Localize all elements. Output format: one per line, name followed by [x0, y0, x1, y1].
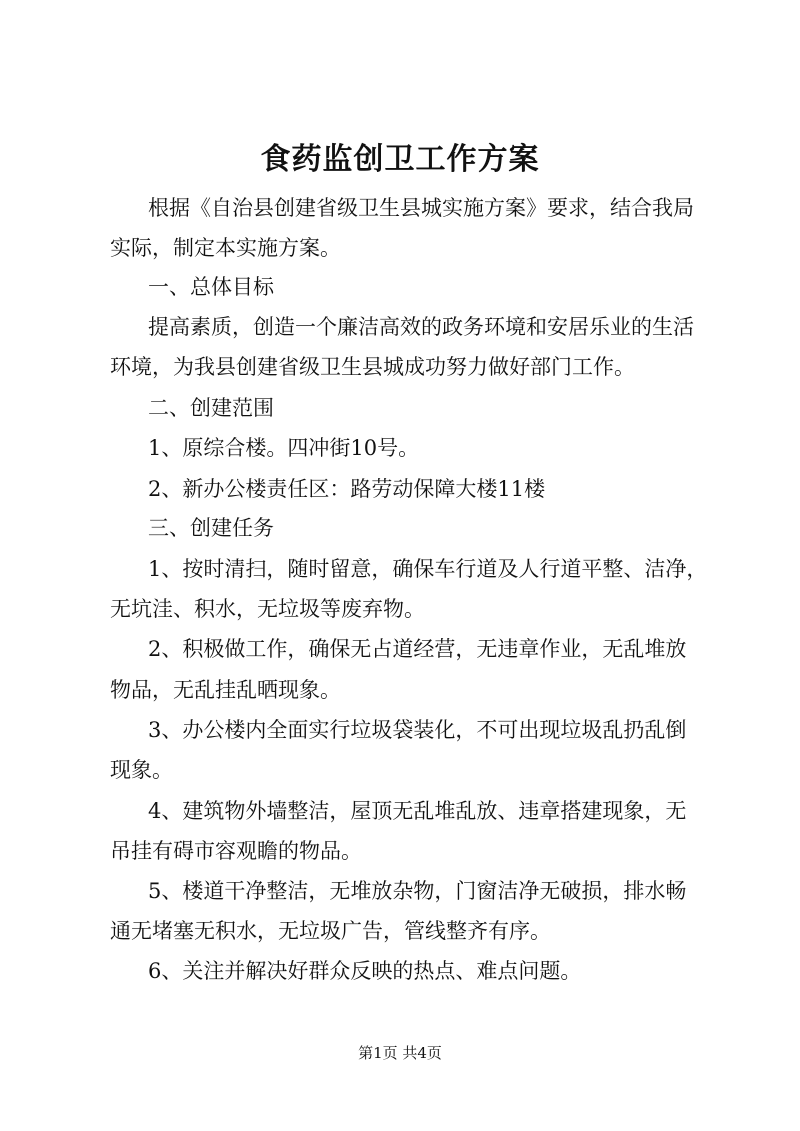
paragraph-line: 提高素质，创造一个廉洁高效的政务环境和安居乐业的生活	[148, 315, 694, 339]
page-footer: 第1页 共4页	[358, 1044, 442, 1062]
page-title: 食药监创卫工作方案	[260, 142, 540, 177]
list-item: 3、办公楼内全面实行垃圾袋装化，不可出现垃圾乱扔乱倒	[148, 718, 687, 742]
section-heading: 三、创建任务	[148, 516, 274, 540]
paragraph-line: 实际，制定本实施方案。	[110, 236, 341, 260]
list-item-continuation: 通无堵塞无积水，无垃圾广告，管线整齐有序。	[110, 919, 551, 943]
list-item: 2、新办公楼责任区：路劳动保障大楼11楼	[148, 477, 546, 501]
list-item: 1、按时清扫，随时留意，确保车行道及人行道平整、洁净，	[148, 557, 708, 581]
list-item-continuation: 物品，无乱挂乱晒现象。	[110, 678, 341, 702]
list-item: 2、积极做工作，确保无占道经营，无违章作业，无乱堆放	[148, 637, 687, 661]
list-item: 5、楼道干净整洁，无堆放杂物，门窗洁净无破损，排水畅	[148, 879, 687, 903]
section-heading: 一、总体目标	[148, 275, 274, 299]
list-item-continuation: 无坑洼、积水，无垃圾等废弃物。	[110, 597, 425, 621]
section-heading: 二、创建范围	[148, 396, 274, 420]
paragraph-line: 根据《自治县创建省级卫生县城实施方案》要求，结合我局	[148, 196, 694, 220]
paragraph-line: 环境，为我县创建省级卫生县城成功努力做好部门工作。	[110, 355, 635, 379]
list-item: 1、原综合楼。四冲街10号。	[148, 436, 420, 460]
list-item: 4、建筑物外墙整洁，屋顶无乱堆乱放、违章搭建现象，无	[148, 799, 687, 823]
list-item-continuation: 现象。	[110, 758, 173, 782]
list-item-continuation: 吊挂有碍市容观瞻的物品。	[110, 839, 362, 863]
list-item: 6、关注并解决好群众反映的热点、难点问题。	[148, 959, 582, 983]
